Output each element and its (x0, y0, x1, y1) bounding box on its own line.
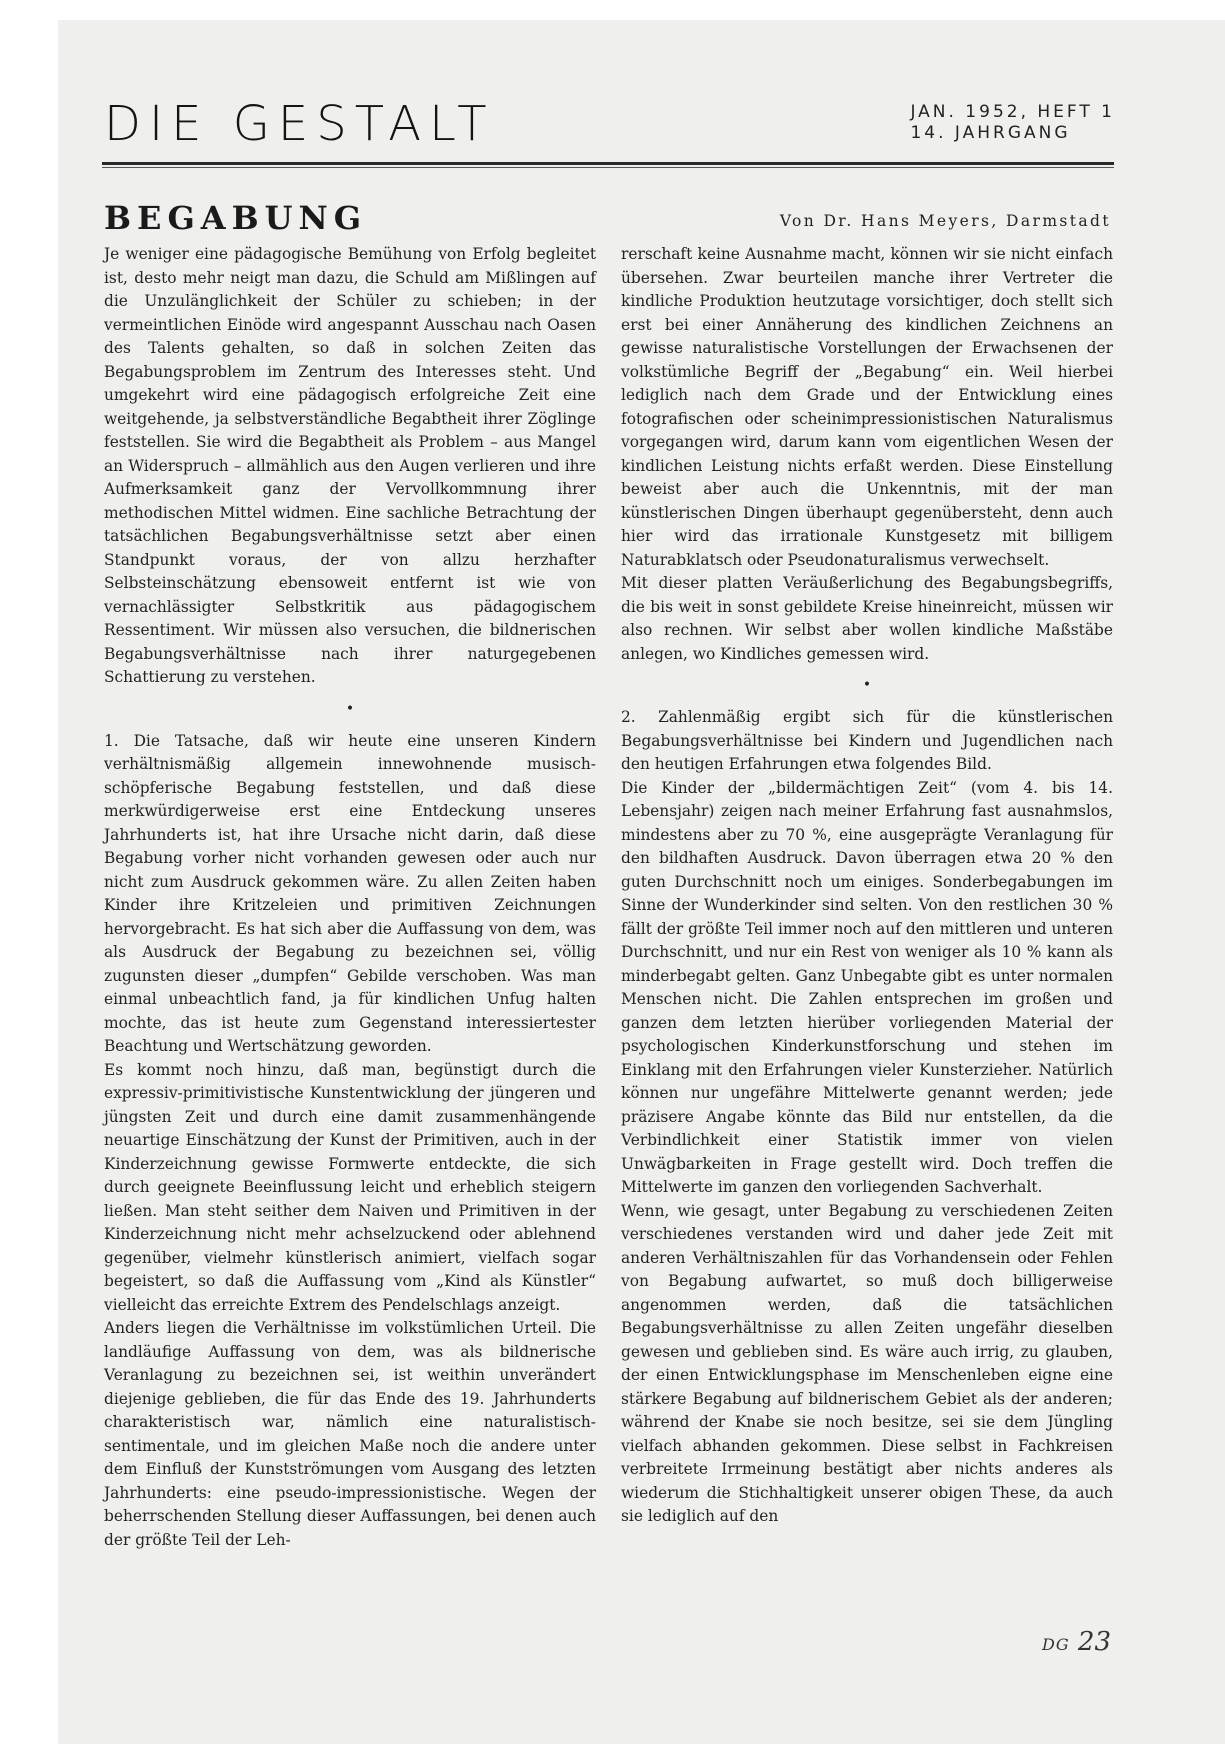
issue-info (910, 102, 1115, 144)
header-rule-thin (102, 167, 1114, 168)
article-title: BEGABUNG (104, 199, 368, 237)
folio-prefix: DG (1042, 1635, 1070, 1654)
issue-volume: 14. JAHRGANG (910, 123, 1071, 143)
paragraph: Es kommt noch hinzu, daß man, begünstigt durch die expressiv-primitivistische Kunstentwicklung der jüngeren und jüngsten Zeit und durch eine damit zusammenhängende neuartige Einschätzung der Kunst der Primitiven, auch in der Kinderzeichnung gewisse Formwerte entdeckte, die sich durch geeignete Beeinflussung leicht und erheblich steigern ließen. Man steht seither dem Naiven und Primitiven in der Kinderzeichnung nicht mehr achselzuckend oder ablehnend gegenüber, vielmehr künstlerisch animiert, vielfach sogar begeistert, so daß die Auffassung vom „Kind als Künstler“ vielleicht das erreichte Extrem des Pendelschlags anzeigt. (104, 1060, 596, 1314)
paragraph: Die Kinder der „bildermächtigen Zeit“ (vom 4. bis 14. Lebensjahr) zeigen nach meiner Erfahrung fast ausnahmslos, mindestens aber zu 70 %, eine ausgeprägte Veranlagung für den bildhaften Ausdruck. Davon überragen etwa 20 % den guten Durchschnitt noch um einiges. Sonderbegabungen im Sinne der Wunderkinder sind selten. Von den restlichen 30 % fällt der größte Teil immer noch auf den mittleren und unteren Durchschnitt, und nur ein Rest von weniger als 10 % kann als minderbegabt gelten. Ganz Unbegabte gibt es unter normalen Menschen nicht. Die Zahlen entsprechen im großen und ganzen dem letzten hierüber vorliegenden Material der psychologischen Kinderkunstforschung und stehen im Einklang mit den Erfahrungen vieler Kunsterzieher. Natürlich können nur ungefähre Mittelwerte genannt werden; jede präzisere Angabe könnte das Bild nur entstellen, da die Verbindlichkeit einer Statistik immer von vielen Unwägbarkeiten in Frage gestellt wird. Doch treffen die Mittelwerte im ganzen den vorliegenden Sachverhalt. (621, 778, 1113, 1196)
paragraph: rerschaft keine Ausnahme macht, können wir sie nicht einfach übersehen. Zwar beurteilen manche ihrer Vertreter die kindliche Produktion heutzutage vorsichtiger, doch stellt sich erst bei einer Annäherung des kindlichen Zeichnens an gewisse naturalistische Vorstellungen der Erwachsenen der volkstümliche Begriff der „Begabung“ ein. Weil hierbei lediglich nach dem Grade und der Entwicklung eines fotografischen oder scheinimpressionistischen Naturalismus vorgegangen wird, darum kann vom eigentlichen Wesen der kindlichen Leistung nichts erfaßt werden. Diese Einstellung beweist aber auch die Unkenntnis, mit der man künstlerischen Dingen überhaupt gegenübersteht, denn auch hier wird das irrationale Kunstgesetz mit billigem Naturabklatsch oder Pseudonaturalismus verwechselt. (621, 245, 1113, 569)
paragraph: Anders liegen die Verhältnisse im volkstümlichen Urteil. Die landläufige Auffassung von dem, was als bildnerische Veranlagung zu bezeichnen sei, ist weithin unverändert diejenige geblieben, die für das Ende des 19. Jahrhunderts charakteristisch war, nämlich eine naturalistisch-sentimentale, und im gleichen Maße noch die andere unter dem Einfluß der Kunstströmungen vom Ausgang des letzten Jahrhunderts: eine pseudo-impressionistische. Wegen der beherrschenden Stellung dieser Auffassungen, bei denen auch der größte Teil der Leh- (104, 1319, 596, 1549)
section-divider: • (862, 677, 872, 693)
section-divider: • (345, 700, 355, 717)
intro-paragraph: Je weniger eine pädagogische Bemühung von Erfolg begleitet ist, desto mehr neigt man dazu, die Schuld am Mißlingen auf die Unzulänglichkeit der Schüler zu schieben; in der vermeintlichen Einöde wird angespannt Ausschau nach Oasen des Talents gehalten, so daß in solchen Zeiten das Begabungsproblem im Zentrum des Interesses steht. Und umgekehrt wird eine pädagogisch erfolgreiche Zeit eine weitgehende, ja selbstverständliche Begabtheit ihrer Zöglinge feststellen. Sie wird die Begabtheit als Problem – aus Mangel an Widerspruch – allmählich aus den Augen verlieren und ihre Aufmerksamkeit ganz der Vervollkommnung ihrer methodischen Mittel widmen. Eine sachliche Betrachtung der tatsächlichen Begabungsverhältnisse setzt aber einen Standpunkt voraus, der von allzu herzhafter Selbsteinschätzung ebensoweit entfernt ist wie von vernachlässigter Selbstkritik aus pädagogischem Ressentiment. Wir müssen also versuchen, die bildnerischen Begabungsverhältnisse nach ihrer naturgegebenen Schattierung zu verstehen. (104, 245, 596, 686)
right-column (621, 243, 1113, 1529)
section-2-paragraph: 2. Zahlenmäßig ergibt sich für die künstlerischen Begabungsverhältnisse bei Kindern und Jugendlichen nach den heutigen Erfahrungen etwa folgendes Bild. (621, 708, 1113, 773)
journal-title: DIE GESTALT (104, 96, 495, 152)
issue-date: JAN. 1952, HEFT 1 (910, 102, 1115, 122)
paragraph: Wenn, wie gesagt, unter Begabung zu verschiedenen Zeiten verschiedenes verstanden wird und daher jede Zeit mit anderen Verhältniszahlen für das Vorhandensein oder Fehlen von Begabung aufwartet, so muß doch billigerweise angenommen werden, daß die tatsächlichen Begabungsverhältnisse zu allen Zeiten ungefähr dieselben gewesen und geblieben sind. Es wäre auch irrig, zu glauben, der einen Entwicklungsphase im Menschenleben eigne eine stärkere Begabung auf bildnerischem Gebiet als der anderen; während der Knabe sie noch besitze, sei sie dem Jüngling vielfach abhanden gekommen. Diese selbst in Fachkreisen verbreitete Irrmeinung bestätigt aber nichts anderes als wiederum die Stichhaltigkeit unserer obigen These, da auch sie lediglich auf den (621, 1201, 1113, 1525)
section-1-paragraph: 1. Die Tatsache, daß wir heute eine unseren Kindern verhältnismäßig allgemein innewohnende musisch-schöpferische Begabung feststellen, und daß diese merkwürdigerweise erst eine Entdeckung unseres Jahrhunderts ist, hat ihre Ursache nicht darin, daß diese Begabung vorher nicht vorhanden gewesen oder auch nur nicht zum Ausdruck gekommen wäre. Zu allen Zeiten haben Kinder ihre Kritzeleien und primitiven Zeichnungen hervorgebracht. Es hat sich aber die Auffassung von dem, was als Ausdruck der Begabung zu bezeichnen sei, völlig zugunsten dieser „dumpfen“ Gebilde verschoben. Was man einmal unbeachtlich fand, ja für kindlichen Unfug halten mochte, das ist heute zum Gegenstand interessiertester Beachtung und Wertschätzung geworden. (104, 731, 596, 1055)
paragraph: Mit dieser platten Veräußerlichung des Begabungsbegriffs, die bis weit in sonst gebildete Kreise hineinreicht, müssen wir also rechnen. Wir selbst aber wollen kindliche Maßstäbe anlegen, wo Kindliches gemessen wird. (621, 574, 1113, 663)
left-column (104, 243, 596, 1552)
article-author: Von Dr. Hans Meyers, Darmstadt (779, 212, 1111, 230)
page-number: 23 (1077, 1627, 1111, 1657)
header-rule (102, 162, 1114, 165)
masthead (104, 98, 495, 150)
page-folio (1042, 1627, 1111, 1657)
